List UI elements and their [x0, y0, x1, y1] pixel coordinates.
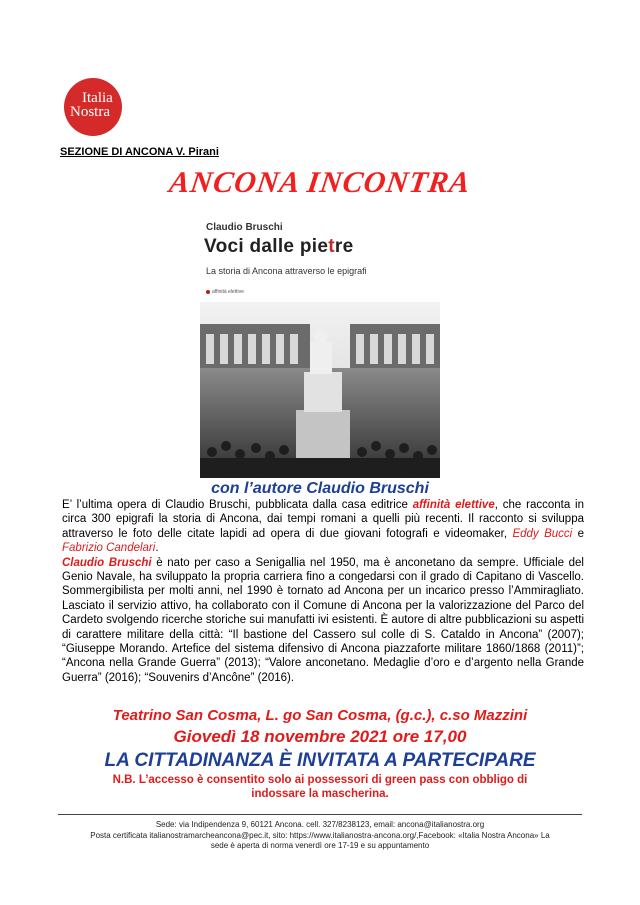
cover-publisher: affinità elettive: [206, 289, 244, 295]
footer: [56, 820, 584, 852]
logo-line-1: Italia: [82, 90, 113, 106]
presentation-body: [62, 498, 584, 685]
event-datetime: Giovedì 18 novembre 2021 ore 17,00: [173, 727, 467, 746]
paragraph-book: E’ l’ultima opera di Claudio Bruschi, pubblicata dalla casa editrice affinità elettive, che racconta in circa 300 epigrafi la storia di Ancona, dai tempi romani a quelli più recenti. Il racconto si sviluppa attraverso le foto delle citate lapidi ad opera di due giovani fotografi e videomaker, Eddy Bucci e Fabrizio Candelari.: [62, 499, 584, 555]
paragraph-author: Claudio Bruschi è nato per caso a Senigallia nel 1950, ma è anconetano da sempre. Ufficiale del Genio Navale, ha sviluppato la propria carriera fino a congedarsi con il grado di Capitano di Vascello. Sommergibilista per molti anni, nel 1990 è tornato ad Ancona per un incarico presso l’Ammiragliato. Lasciato il servizio attivo, ha collaborato con il Comune di Ancona per la valorizzazione del Parco del Cardeto svolgendo ricerche storiche sui manufatti ivi esistenti. È autore di altre pubblicazioni su aspetti di carattere militare della città: “Il bastione del Cassero sul colle di S. Cataldo in Ancona” (2007); “Giuseppe Morando. Artefice del sistema difensivo di Ancona piazzaforte militare 1860/1868 (2011)”; “Ancona nella Grande Guerra” (2013); “Valore anconetano. Medaglie d’oro e d’argento nella Grande Guerra” (2016); “Souvenirs d’Ancône” (2016).: [62, 556, 584, 684]
event-venue: Teatrino San Cosma, L. go San Cosma, (g.c.), c.so Mazzini: [112, 707, 528, 724]
presentation-headline: con l’autore Claudio Bruschi: [211, 480, 429, 497]
cover-title: Voci dalle pietre: [204, 236, 354, 257]
cover-author: Claudio Bruschi: [206, 222, 283, 233]
green-pass-notice: N.B. L’accesso è consentito solo ai possessori di green pass con obbligo di indossare la mascherina.: [112, 774, 528, 800]
footer-address: Sede: via Indipendenza 9, 60121 Ancona. cell. 327/8238123, email: ancona@italianostra.org: [155, 820, 485, 829]
author-name: Claudio Bruschi: [62, 556, 152, 569]
event-invitation: LA CITTADINANZA È INVITATA A PARTECIPARE: [104, 750, 536, 771]
footer-divider: [58, 814, 582, 815]
footer-contacts: Posta certificata italianostramarcheancona@pec.it, sito: https://www.italianostra-ancona.org/,Facebook: «Italia Nostra Ancona» La: [90, 830, 550, 840]
cover-subtitle: La storia di Ancona attraverso le epigrafi: [206, 266, 367, 276]
logo-text: [66, 91, 146, 119]
publisher-name: affinità elettive: [412, 499, 495, 511]
photographer-name-1: Eddy Bucci: [512, 527, 573, 540]
publisher-logo-icon: [206, 290, 210, 294]
footer-hours: sede è aperta di norma venerdì ore 17-19 e su appuntamento: [210, 841, 430, 850]
logo-line-2: Nostra: [70, 104, 110, 120]
cover-photo: [200, 302, 440, 478]
event-series-title: ANCONA INCONTRA: [167, 166, 473, 199]
photographer-name-2: Fabrizio Candelari: [62, 542, 156, 555]
book-cover: [200, 210, 440, 478]
section-heading: SEZIONE DI ANCONA V. Pirani: [60, 146, 219, 158]
